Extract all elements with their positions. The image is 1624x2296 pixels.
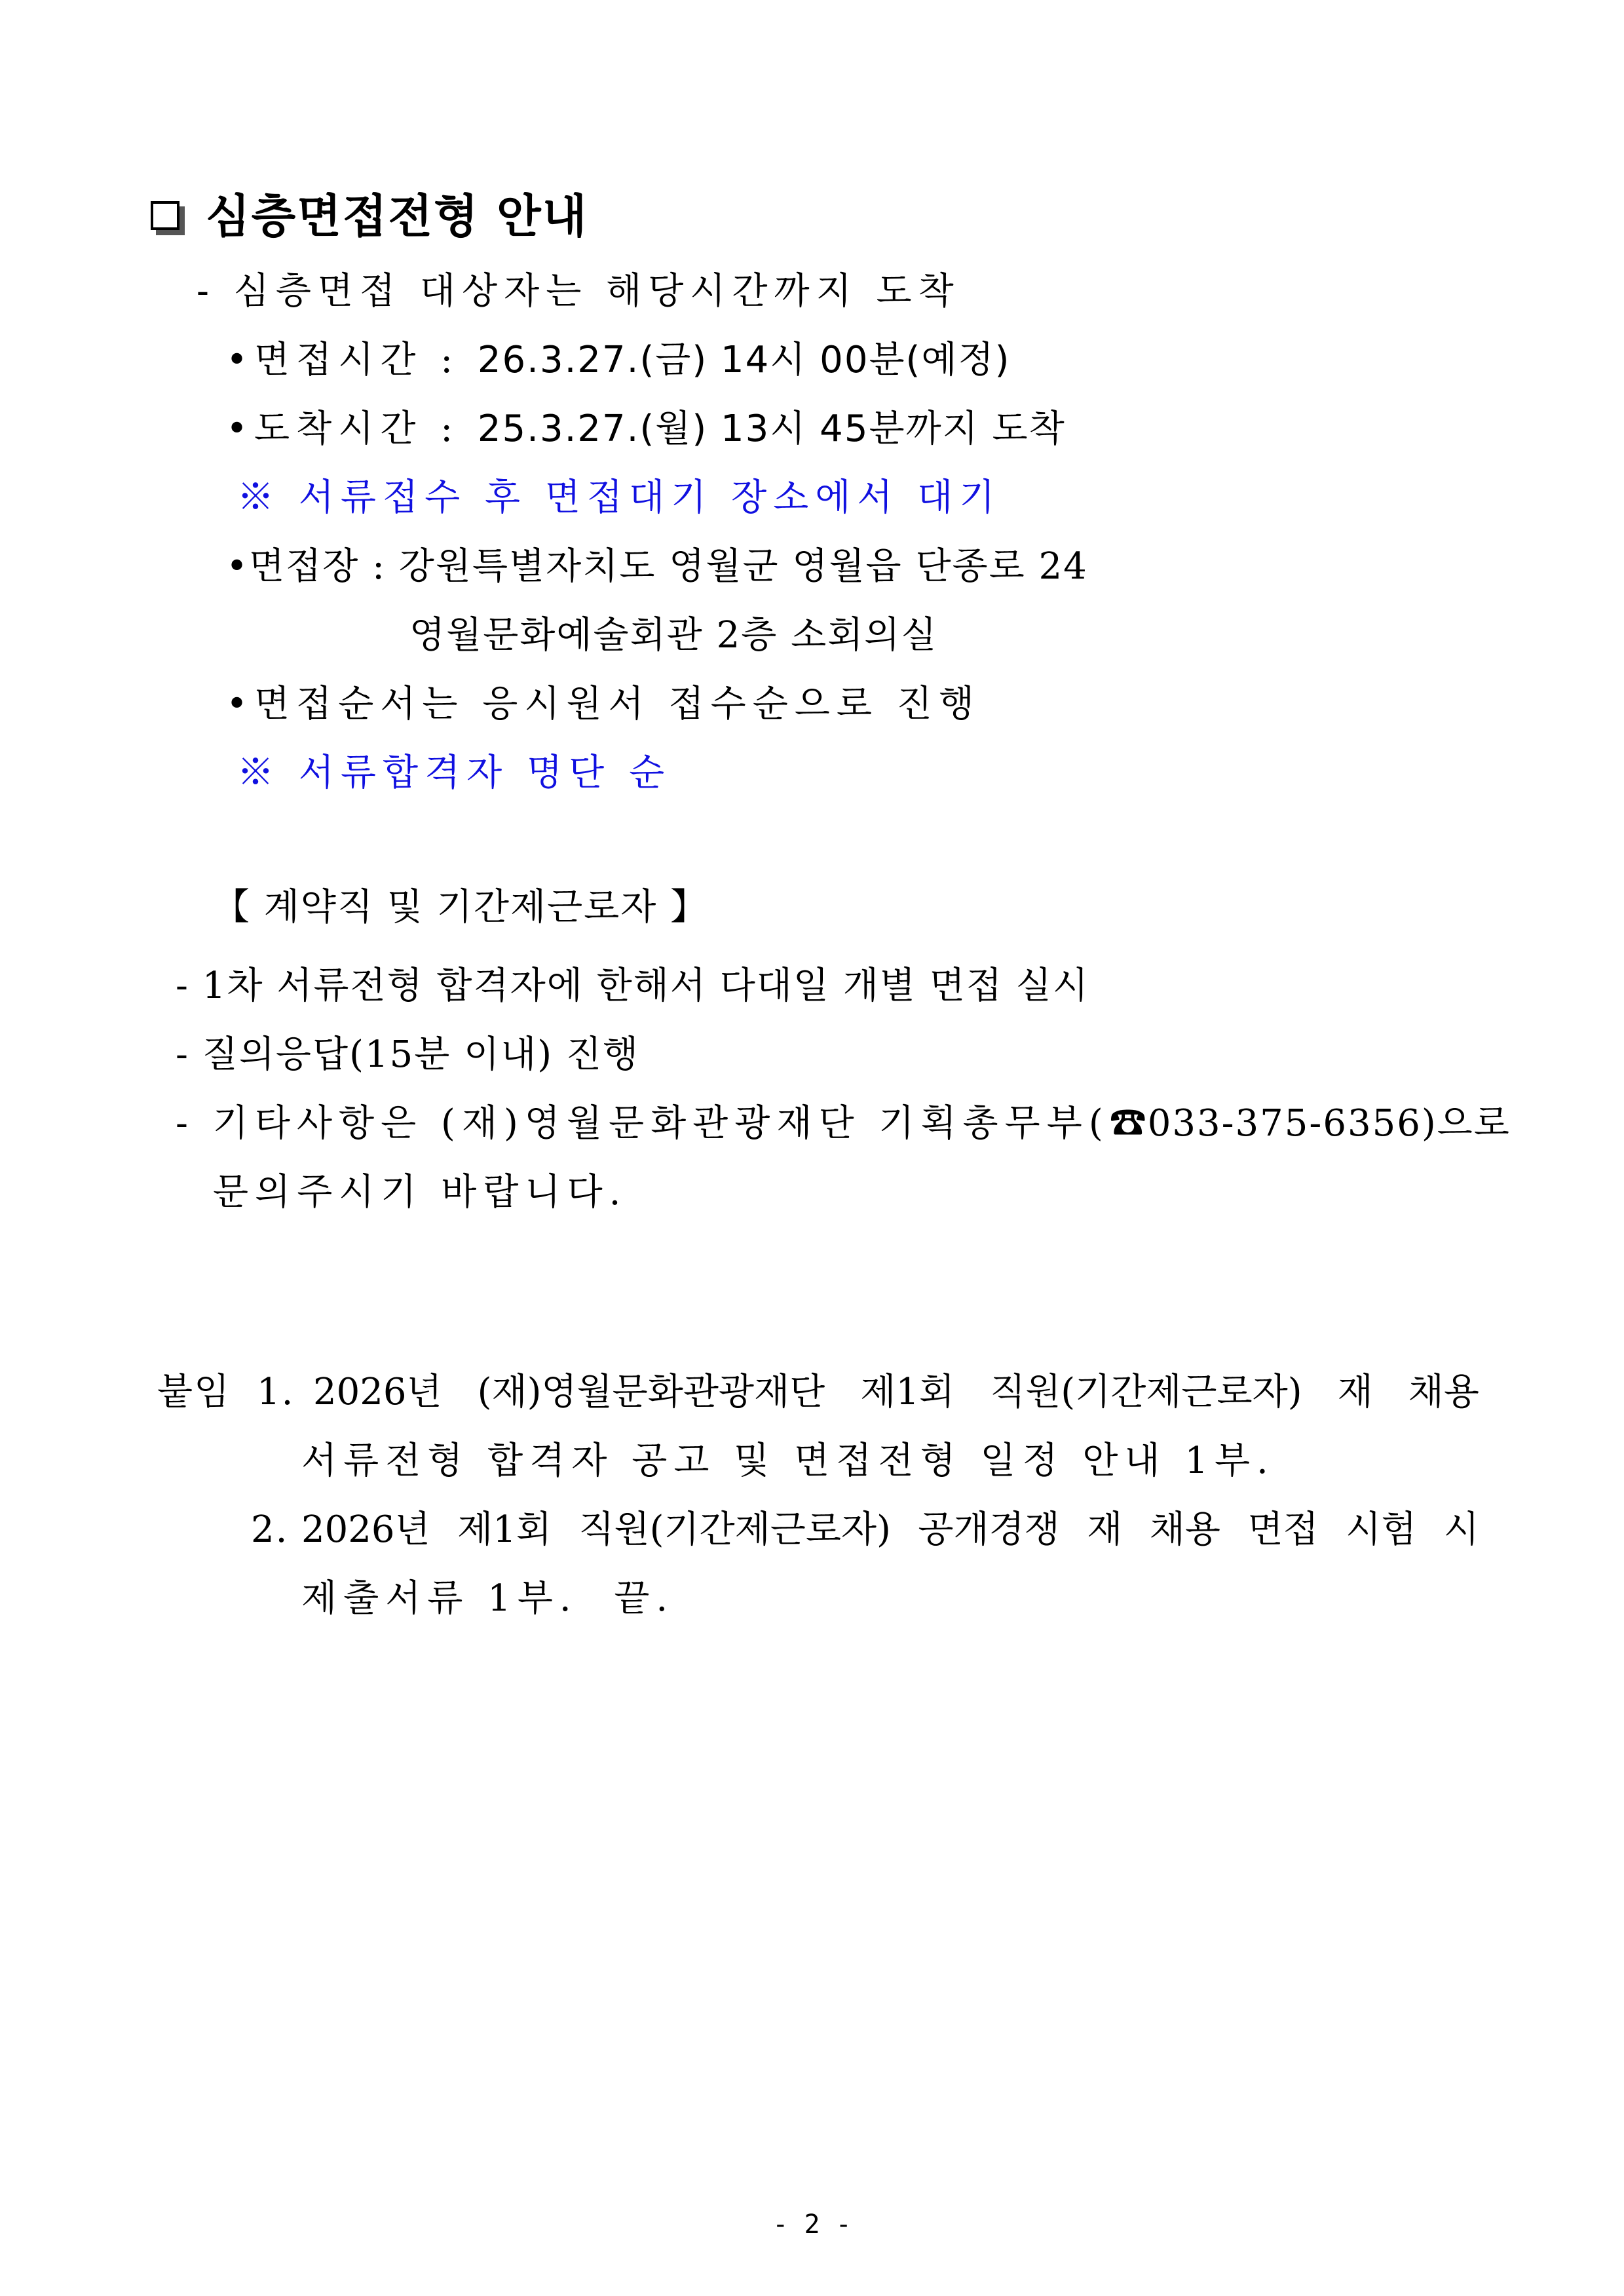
checkbox-icon [151, 201, 179, 230]
arrival-time-row [226, 406, 1066, 452]
contract-heading: 【 계약직 및 기간제근로자 】 [213, 886, 709, 928]
contract-line-3-text: - 기타사항은 (재)영월문화관광재단 기획총무부( [176, 1102, 1110, 1145]
attachment-2-line-1 [301, 1507, 1479, 1553]
attachment-2-line-2: 제출서류 1부. 끝. [301, 1577, 675, 1620]
section-title: 심층면접전형 안내 [206, 189, 588, 243]
contract-line-3 [176, 1101, 1511, 1147]
venue-label: •면접장 : [226, 545, 399, 588]
arrival-time-label: •도착시간 : [226, 408, 478, 450]
note-wait: ※ 서류접수 후 면접대기 장소에서 대기 [237, 476, 1002, 519]
word: 제1회 [457, 1508, 552, 1551]
word: 직원(기간제근로자) [578, 1508, 891, 1551]
order-text: •면접순서는 응시원서 접수순으로 진행 [226, 683, 981, 725]
contract-line-4: 문의주시기 바랍니다. [213, 1171, 628, 1214]
venue-row [226, 544, 1088, 590]
interview-time-label: •면접시간 : [226, 339, 478, 381]
word: 시험 [1346, 1508, 1417, 1551]
attachment-1-line-2: 서류전형 합격자 공고 및 면접전형 일정 안내 1부. [301, 1440, 1275, 1482]
word: 시 [1443, 1508, 1479, 1551]
section-heading [151, 189, 588, 244]
arrival-time-value: 25.3.27.(월) 13시 45분까지 도착 [477, 408, 1066, 450]
contract-line-1: - 1차 서류전형 합격자에 한해서 다대일 개별 면접 실시 [176, 965, 1089, 1007]
word: 재 [1337, 1371, 1373, 1413]
word: (재)영월문화관광재단 [477, 1371, 825, 1413]
word: 면접 [1247, 1508, 1319, 1551]
word: 채용 [1149, 1508, 1220, 1551]
interview-time-value: 26.3.27.(금) 14시 00분(예정) [477, 339, 1011, 381]
word: 2026년 [313, 1371, 442, 1413]
attachment-label: 붙임 [157, 1371, 231, 1413]
venue-building: 영월문화예술회관 2층 소회의실 [409, 614, 938, 657]
contract-phone: 033-375-6356)으로 [1147, 1102, 1511, 1145]
phone-icon: ☎ [1109, 1102, 1148, 1145]
word: 직원(기간제근로자) [990, 1371, 1302, 1413]
word: 재 [1087, 1508, 1123, 1551]
word: 제1회 [860, 1371, 955, 1413]
word: 공개경쟁 [918, 1508, 1060, 1551]
interview-time-row [226, 337, 1010, 383]
venue-address: 강원특별자치도 영월군 영월읍 단종로 24 [398, 545, 1088, 588]
arrival-note: - 심층면접 대상자는 해당시간까지 도착 [197, 270, 960, 313]
attachment-2-number: 2. [251, 1508, 289, 1551]
page-number: - 2 - [772, 2210, 852, 2240]
attachment-1-number: 1. [257, 1371, 295, 1413]
word: 2026년 [301, 1508, 430, 1551]
word: 채용 [1408, 1371, 1479, 1413]
attachment-1-line-1 [313, 1369, 1479, 1415]
note-order: ※ 서류합격자 명단 순 [237, 752, 671, 794]
contract-line-2: - 질의응답(15분 이내) 진행 [176, 1033, 640, 1076]
